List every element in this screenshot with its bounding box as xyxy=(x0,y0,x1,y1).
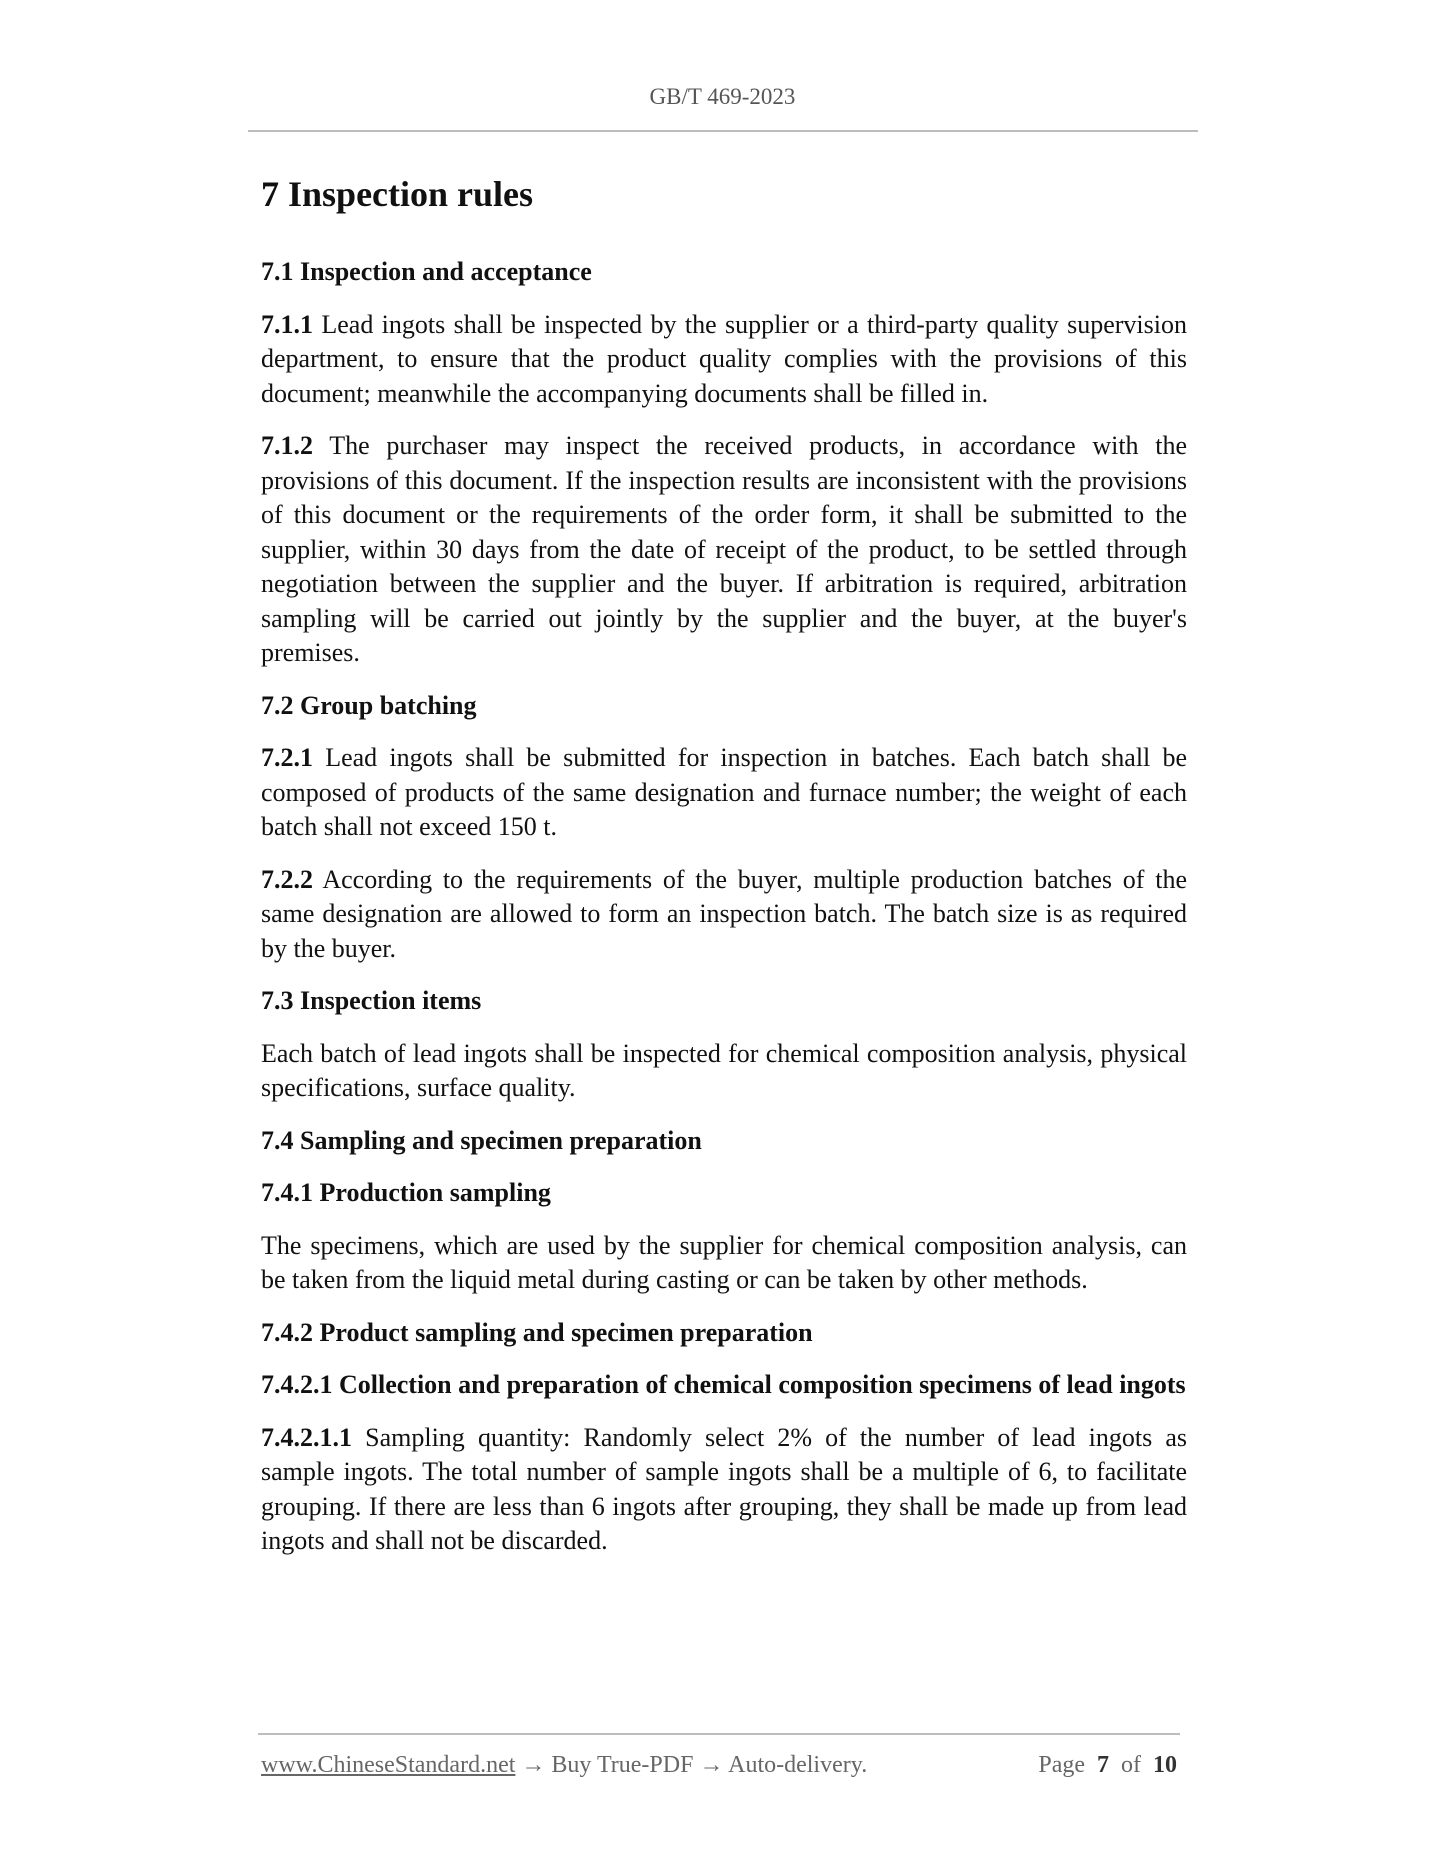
paragraph-7-3: Each batch of lead ingots shall be inspected for chemical composition analysis, physical specifications, surface quality. xyxy=(261,1038,1187,1102)
clause-number: 7.2.1 xyxy=(261,743,313,772)
page-of: of xyxy=(1121,1752,1141,1778)
clause-number: 7.1.2 xyxy=(261,431,313,460)
website-link[interactable]: www.ChineseStandard.net xyxy=(261,1752,516,1778)
clause-number: 7.4.2.1.1 xyxy=(261,1422,352,1452)
clause-text: Sampling quantity: Randomly select 2% of the number of lead ingots as sample ingots. The total number of sample ingots shall be a multiple of 6, to facilitate grouping. If there are less than 6 ingots after grouping, they shall be made up from lead ingots and shall not be discarded. xyxy=(261,1422,1187,1555)
subsection-7-2-title: 7.2 Group batching xyxy=(261,690,477,720)
page-label: Page xyxy=(1038,1752,1085,1778)
footer-promo xyxy=(261,1752,867,1778)
paragraph-7-4-1: The specimens, which are used by the supplier for chemical composition analysis, can be taken from the liquid metal during casting or can be taken by other methods. xyxy=(261,1230,1187,1294)
header-divider xyxy=(248,130,1198,132)
page-footer xyxy=(261,1752,1177,1779)
promo-text: → Buy True-PDF → Auto-delivery. xyxy=(515,1752,868,1778)
page-current: 7 xyxy=(1097,1752,1109,1778)
subsection-7-3-title: 7.3 Inspection items xyxy=(261,986,482,1015)
clause-7-2-2 xyxy=(261,863,1187,967)
clause-7-2-1 xyxy=(261,741,1187,845)
document-body xyxy=(261,168,1187,1577)
clause-7-1-2 xyxy=(261,429,1187,671)
clause-7-4-2-1-1 xyxy=(261,1421,1187,1559)
section-title: 7 Inspection rules xyxy=(261,174,534,214)
clause-text: According to the requirements of the buyer, multiple production batches of the same designation are allowed to form an inspection batch. The batch size is as required by the buyer. xyxy=(261,864,1187,963)
subsection-7-1-title: 7.1 Inspection and acceptance xyxy=(261,257,592,286)
clause-number: 7.1.1 xyxy=(261,309,313,339)
clause-number: 7.2.2 xyxy=(261,864,313,894)
clause-7-1-1 xyxy=(261,308,1187,412)
page-number xyxy=(1038,1752,1177,1779)
page-header: GB/T 469-2023 xyxy=(649,84,796,109)
subsection-7-4-2-1-title: 7.4.2.1 Collection and preparation of chemical composition specimens of lead ingots xyxy=(261,1370,1186,1399)
clause-text: Lead ingots shall be submitted for inspection in batches. Each batch shall be composed of products of the same designation and furnace number; the weight of each batch shall not exceed 150 t. xyxy=(261,743,1187,841)
clause-text: The purchaser may inspect the received products, in accordance with the provisions of this document. If the inspection results are inconsistent with the provisions of this document or the requirements of the order form, it shall be submitted to the supplier, within 30 days from the date of receipt of the product, to be settled through negotiation between the supplier and the buyer. If arbitration is required, arbitration sampling will be carried out jointly by the supplier and the buyer, at the buyer's premises. xyxy=(261,431,1187,667)
subsection-7-4-title: 7.4 Sampling and specimen preparation xyxy=(261,1125,702,1155)
page-total: 10 xyxy=(1153,1752,1177,1778)
clause-text: Lead ingots shall be inspected by the supplier or a third-party quality supervision department, to ensure that the product quality complies with the provisions of this document; meanwhile the accompanying documents shall be filled in. xyxy=(261,309,1187,408)
footer-divider xyxy=(258,1733,1180,1735)
subsection-7-4-1-title: 7.4.1 Production sampling xyxy=(261,1178,551,1207)
subsection-7-4-2-title: 7.4.2 Product sampling and specimen preparation xyxy=(261,1317,813,1347)
